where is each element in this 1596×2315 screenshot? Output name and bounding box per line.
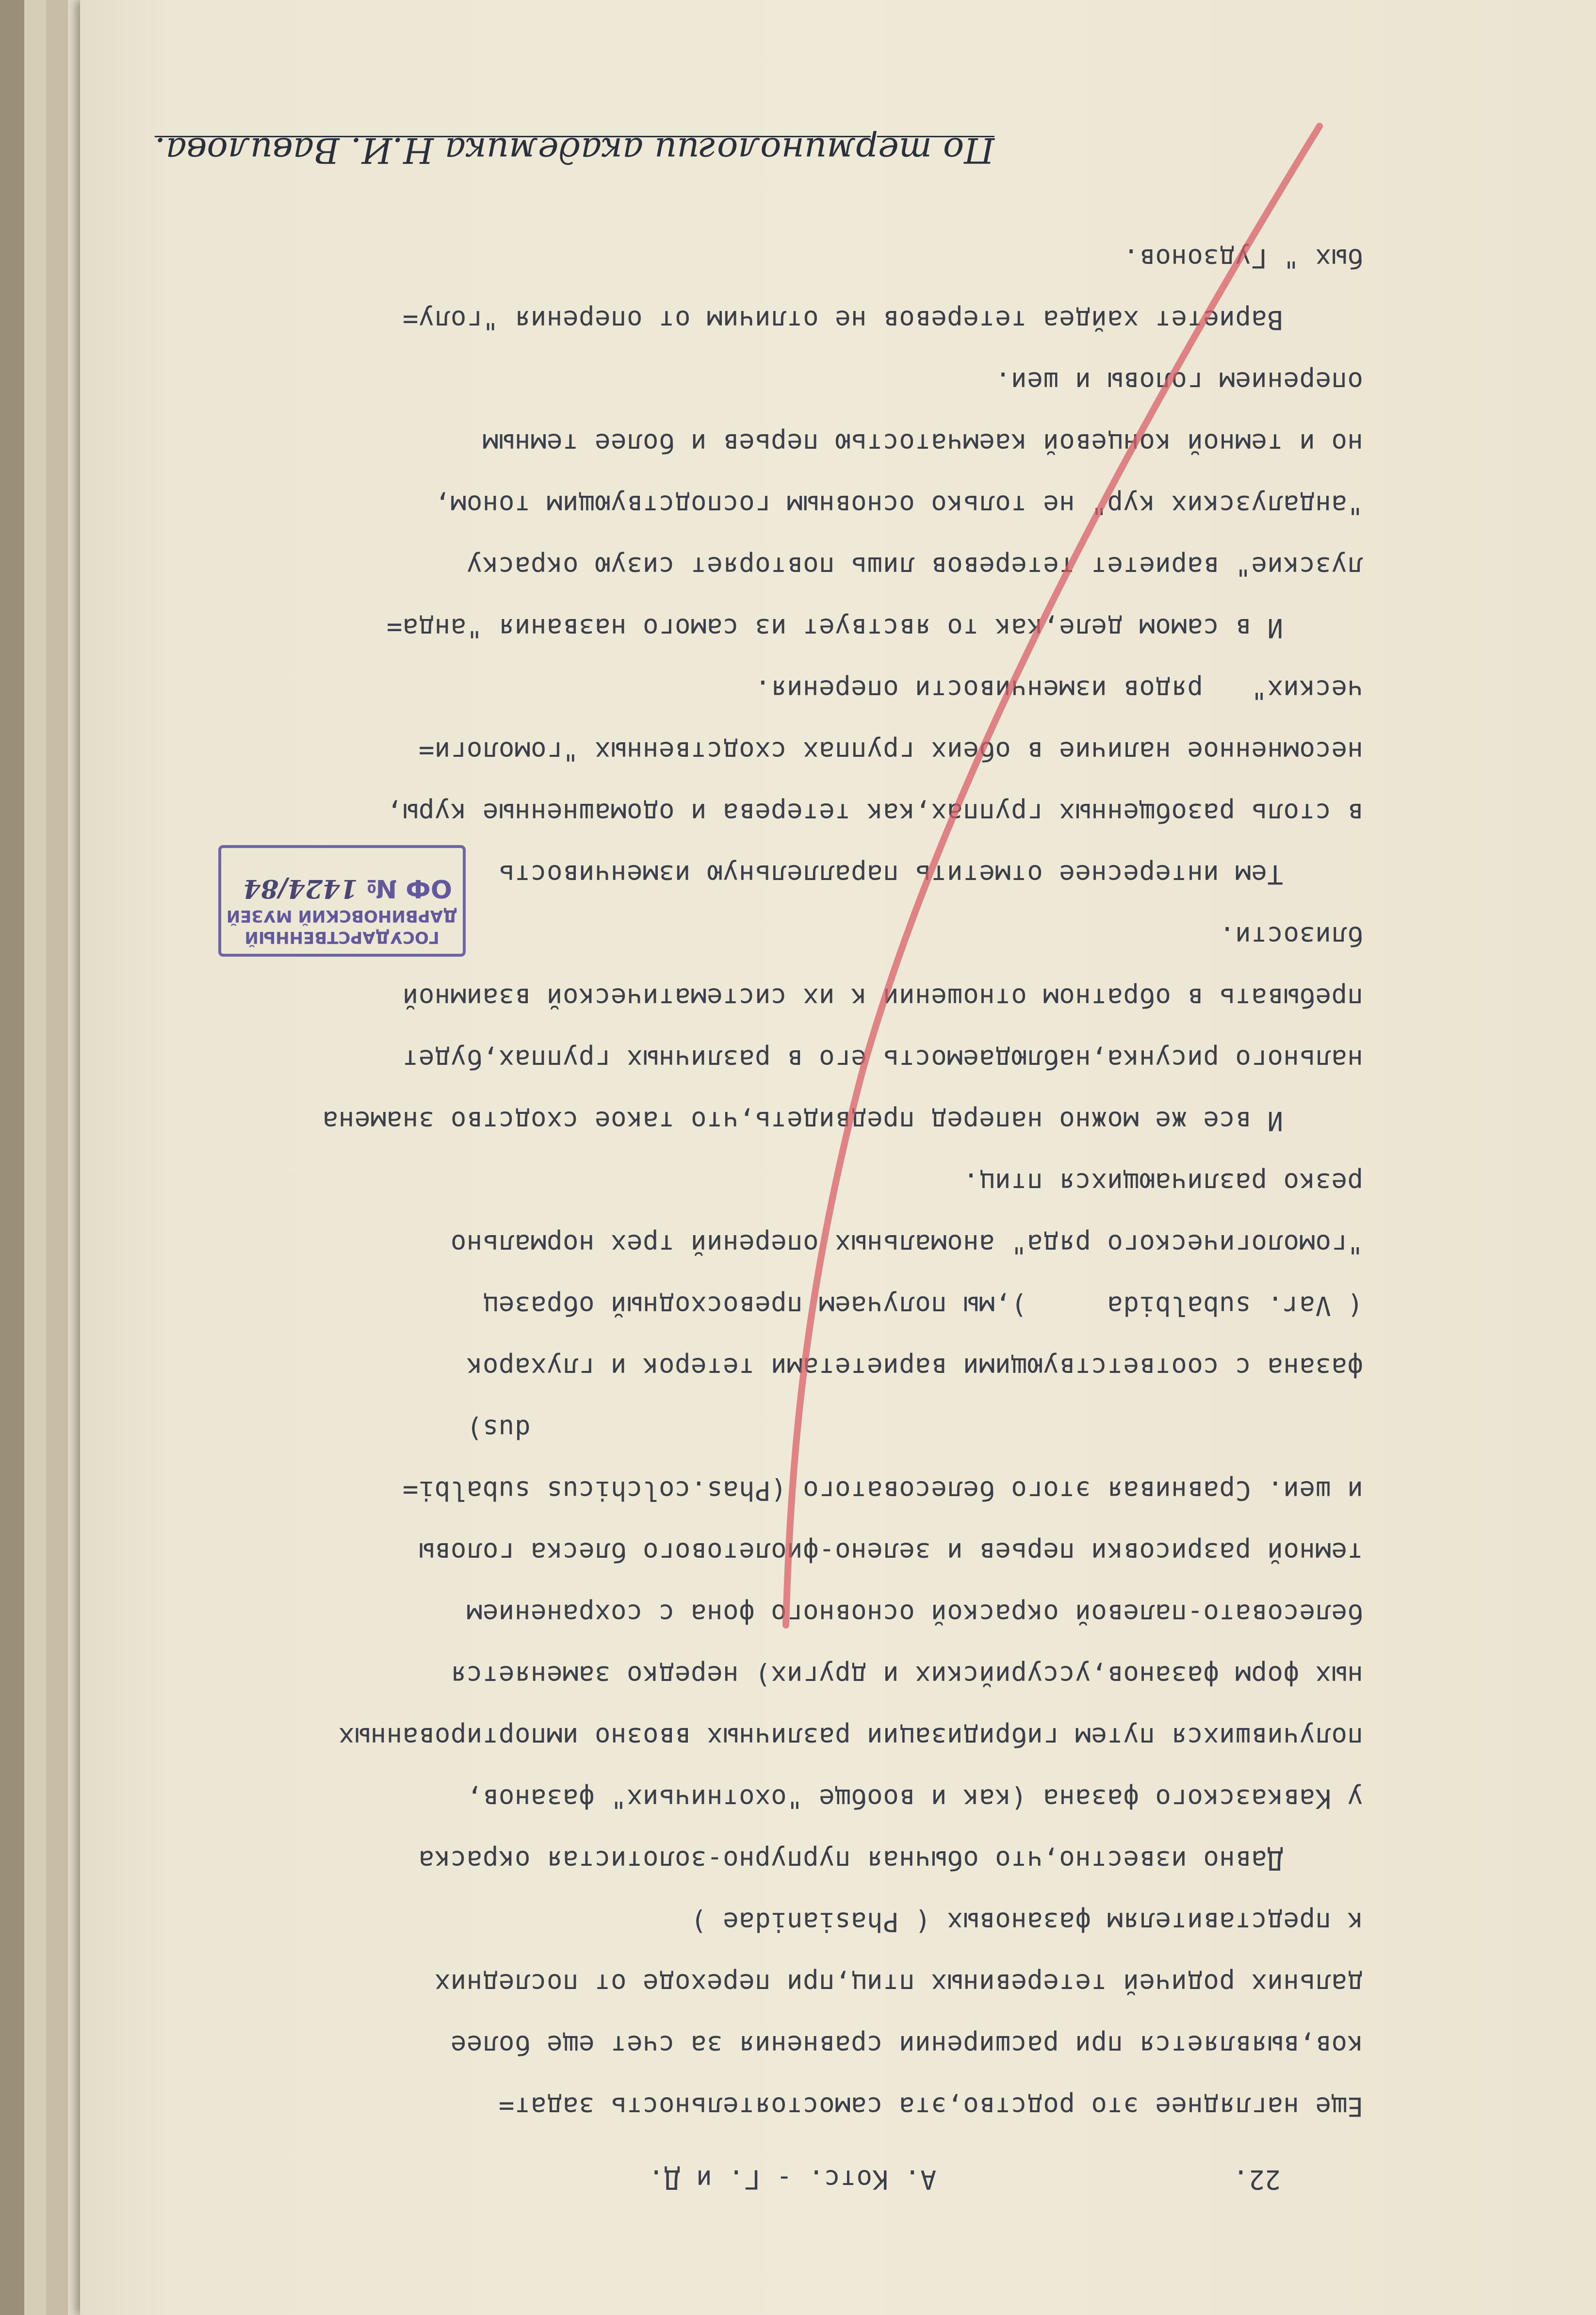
stamp-fund (221, 871, 463, 905)
text-line: лузские" вариетет тетеревов лишь повторяет сизую окраску (466, 551, 1363, 582)
text-line: ных форм фазанов,уссурийских и других) нередко заменяется (450, 1660, 1363, 1691)
text-line: в столь разобщенных группах,как тетерева и одомашненные куры, (386, 798, 1363, 828)
text-line: темной разрисовки перьев и зелено-фиолетового блеска головы (418, 1537, 1363, 1567)
museum-stamp (218, 845, 466, 957)
text-line: и шеи. Сравнивая этого белесоватого (Phas.colchicus subalbi= (402, 1475, 1363, 1506)
text-line: ческих" рядов изменчивости оперения. (754, 674, 1363, 705)
text-line: ( Var. subalbida ),мы получаем превосходный образец (482, 1290, 1363, 1321)
text-line: Тем интереснее отметить параллельную изменчивость (498, 859, 1363, 890)
text-line: И в самом деле,как то явствует из самого названия "анда= (386, 613, 1363, 643)
text-line: пребывать в обратном отношении к их систематической взаимной (402, 982, 1363, 1013)
stamp-fund-label: ОФ № (366, 874, 452, 903)
text-line: несомненное наличие в обеих группах сходственных "гомологи= (418, 736, 1363, 766)
text-line: дальних родичей тетеревиных птиц,при переходе от последних (434, 1968, 1363, 1999)
stamp-line-2: ДАРВИНОВСКИЙ МУЗЕЙ (226, 906, 458, 926)
page-number: 22. (1232, 2164, 1281, 2195)
text-line: получившихся путем гибридизации различных ввозно импортированных (338, 1722, 1363, 1752)
text-line: Давно известно,что обычная пурпурно-золотистая окраска (418, 1845, 1363, 1875)
text-line: Вариетет хайдеа тетеревов не отличим от оперения "голу= (402, 305, 1363, 335)
text-line: "андалузских кур" не только основным господствующим тоном, (434, 489, 1363, 520)
text-line: у Кавказского фазана (как и вообще "охотничьих" фазанов, (466, 1783, 1363, 1814)
text-line: бых " Гудзонов. (1123, 243, 1363, 274)
text-line: фазана с соответствующими вариететами тетерок и глухарок (466, 1352, 1363, 1383)
text-line: И все же можно наперед предвидеть,что такое сходство знамена (322, 1106, 1363, 1136)
text-line: нального рисунка,наблюдаемость его в различных группах,будет (402, 1044, 1363, 1075)
text-line: близости. (1219, 921, 1363, 951)
stamp-fund-number: 1424/84 (243, 874, 358, 903)
text-line: резко различающихся птиц. (962, 1167, 1363, 1198)
page-header: А. Котс. - Г. и Д. (648, 2164, 936, 2195)
text-line: dus) (466, 1414, 1363, 1444)
text-line: к представителям фазановых ( Phasianidae ) (690, 1907, 1363, 1937)
text-line: "гомологического ряда" аномальных оперений трех нормально (450, 1229, 1363, 1259)
text-line: белесовато-палевой окраской основного фона с сохранением (466, 1598, 1363, 1629)
text-line: ков,выявляется при расширении сравнения за счет еще более (450, 2030, 1363, 2060)
text-line: но и темной концевой каемчатостью перьев и более темным (482, 428, 1363, 458)
stamp-line-1: ГОСУДАРСТВЕННЫЙ (244, 928, 440, 947)
text-line: Еще нагляднее это родство,эта самостоятельность задат= (498, 2091, 1363, 2122)
text-line: оперением головы и шеи. (994, 366, 1363, 397)
handwritten-note: По терминологии академика Н.И. Вавилова. (154, 130, 994, 171)
